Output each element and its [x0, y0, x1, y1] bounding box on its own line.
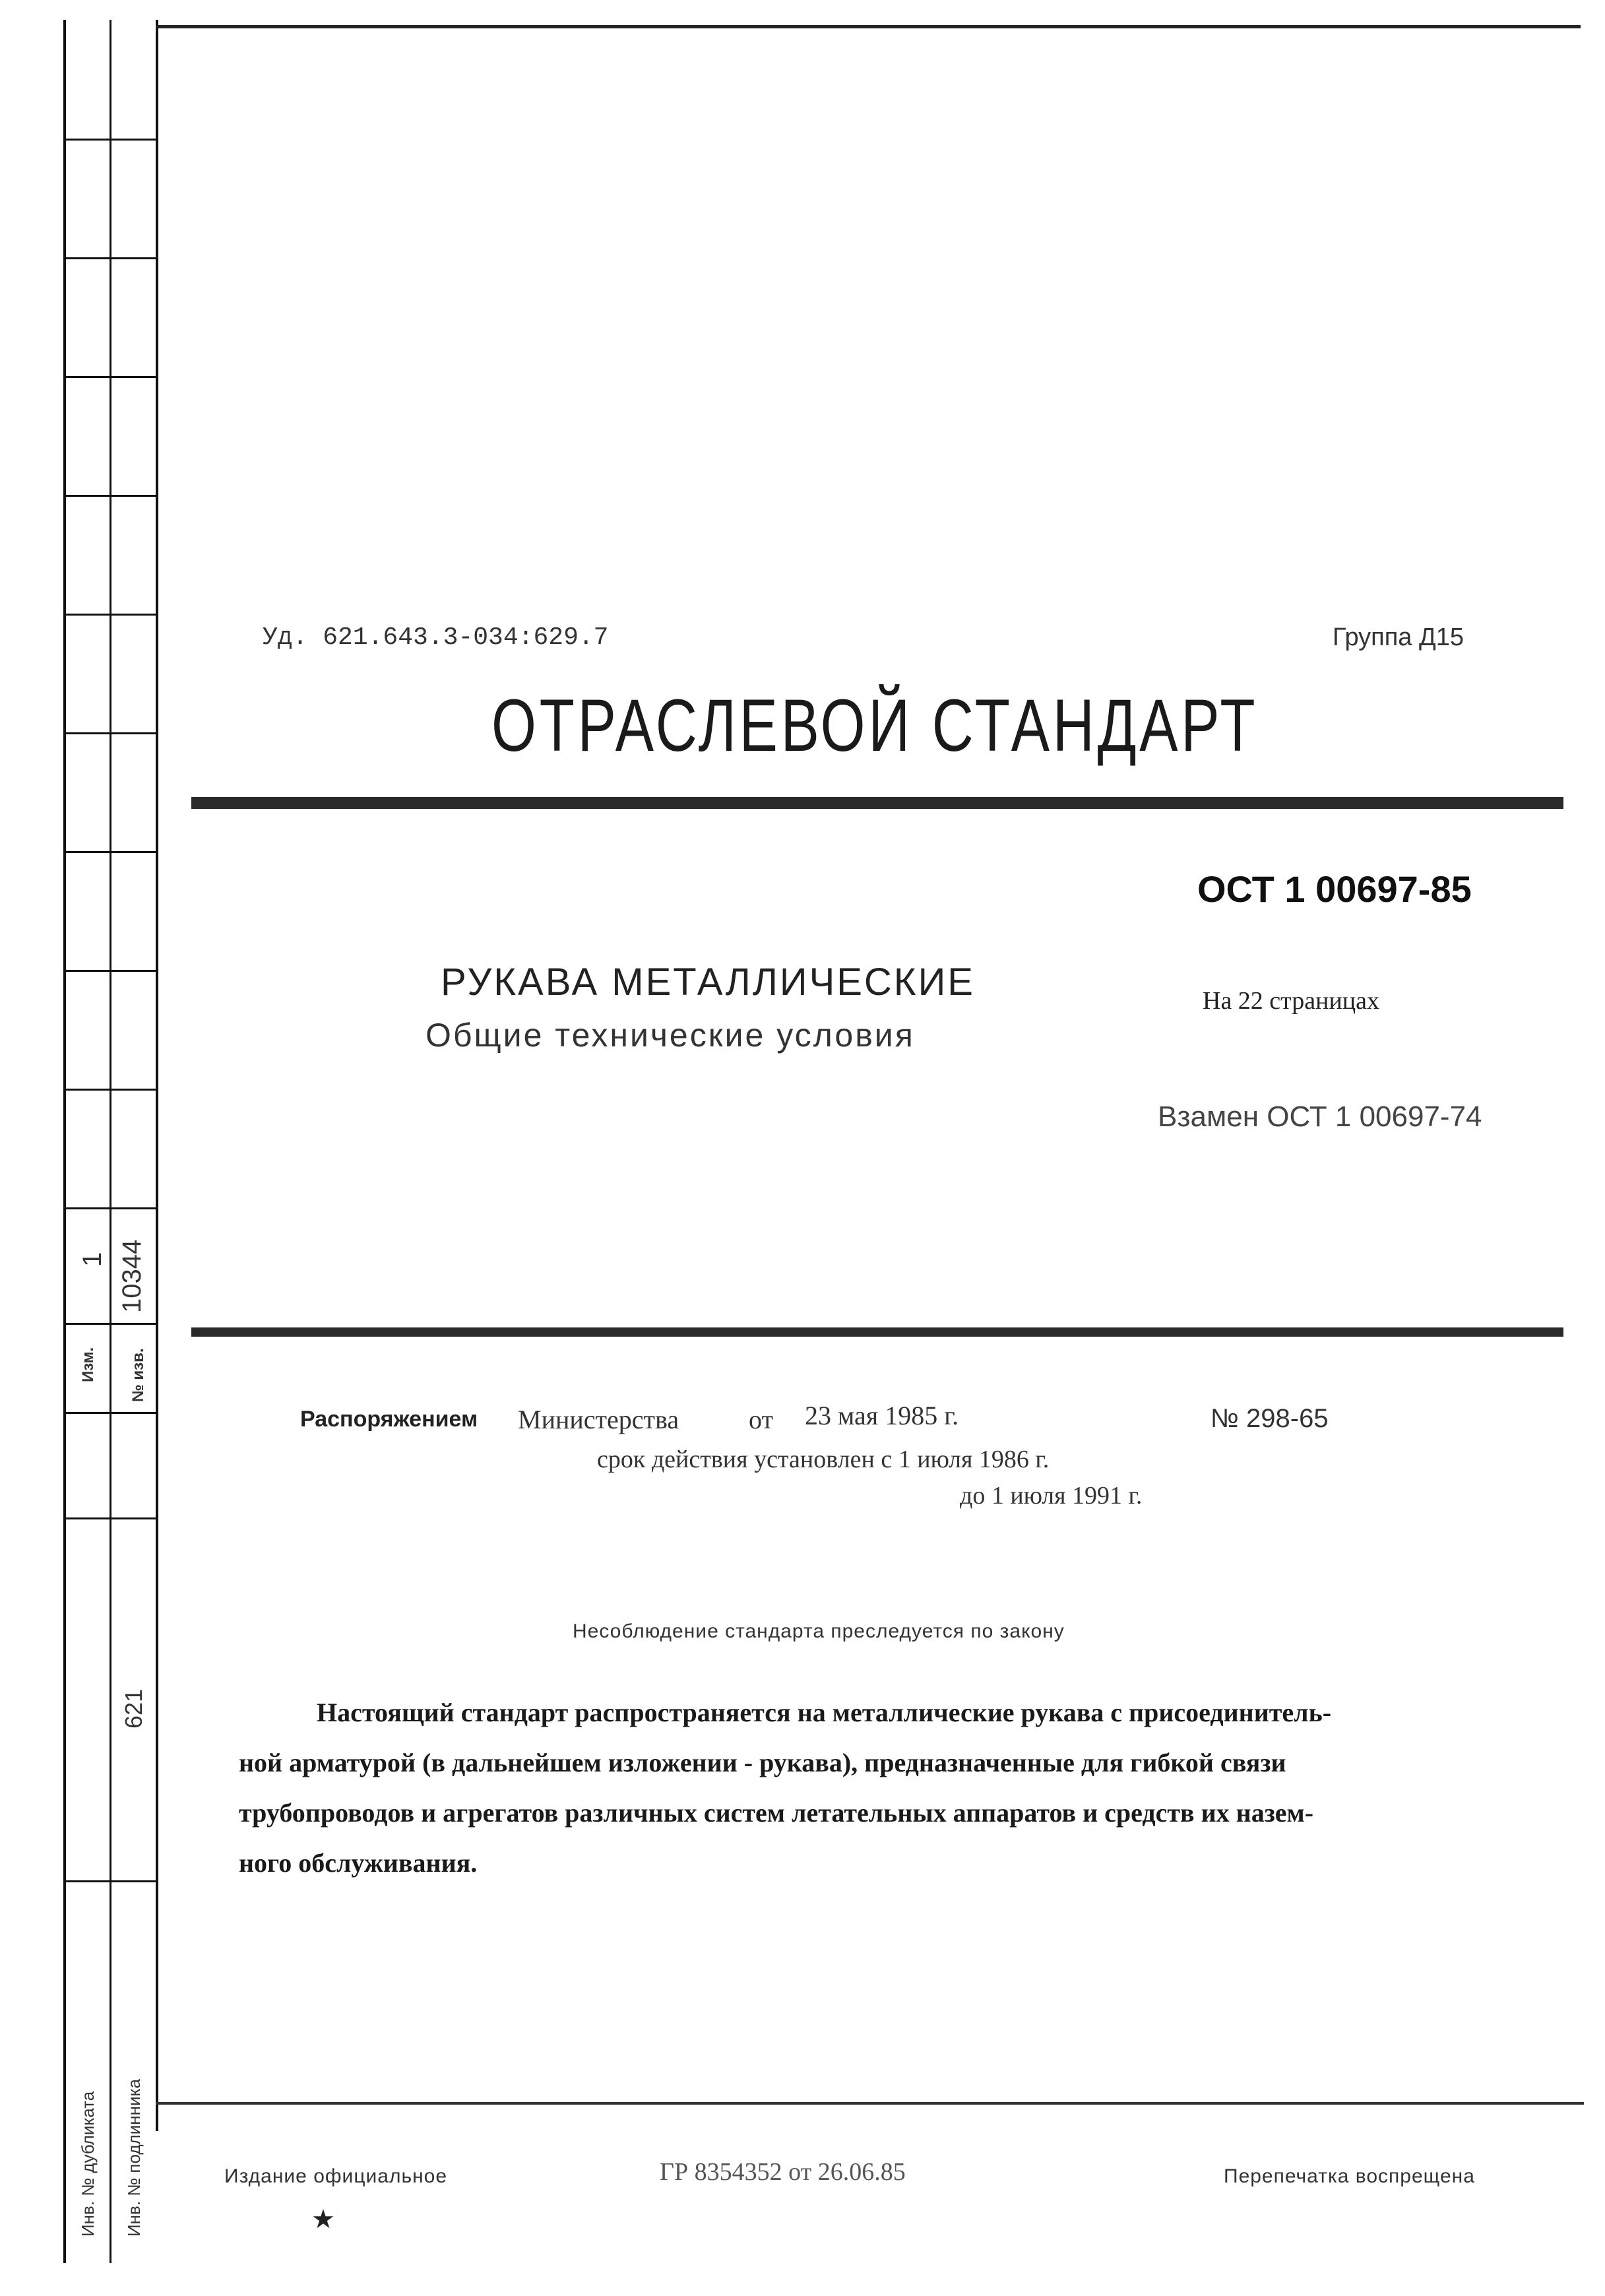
approval-from-label: от — [749, 1405, 773, 1434]
strip-inner-line — [156, 20, 158, 2131]
strip-tick — [63, 376, 158, 378]
orig-label: Инв. № подлинника — [124, 2079, 144, 2237]
middle-heavy-rule — [191, 1327, 1563, 1337]
top-border — [156, 25, 1581, 28]
page-count: На 22 страницах — [1203, 987, 1379, 1015]
star-icon: ★ — [311, 2204, 335, 2234]
udk-code: Уд. 621.643.3-034:629.7 — [263, 623, 609, 652]
strip-tick — [63, 851, 158, 853]
strip-tick — [63, 614, 158, 616]
replaces-standard: Взамен ОСТ 1 00697-74 — [1158, 1100, 1482, 1133]
strip-tick — [63, 257, 158, 259]
standard-kind-heading: ОТРАСЛЕВОЙ СТАНДАРТ — [491, 684, 1259, 767]
inv-value: 621 — [120, 1688, 147, 1729]
strip-tick — [63, 970, 158, 972]
dup-label: Инв. № дубликата — [78, 2091, 98, 2237]
registration-number: ГР 8354352 от 26.06.85 — [660, 2158, 906, 2186]
no-label: № изв. — [129, 1348, 147, 1402]
strip-outer-line — [63, 20, 66, 2263]
footer-rule — [156, 2102, 1584, 2105]
document-title: РУКАВА МЕТАЛЛИЧЕСКИЕ — [441, 961, 975, 1004]
validity-to: до 1 июля 1991 г. — [960, 1482, 1143, 1510]
strip-mid-line — [110, 20, 111, 2263]
standard-designation: ОСТ 1 00697-85 — [1197, 868, 1472, 910]
strip-tick — [63, 1412, 158, 1414]
body-line-4: ного обслуживания. — [239, 1848, 478, 1878]
strip-tick — [63, 139, 158, 141]
change-value: 1 — [78, 1252, 107, 1267]
top-heavy-rule — [191, 797, 1563, 809]
legal-notice: Несоблюдение стандарта преследуется по закону — [573, 1620, 1065, 1642]
body-line-3: трубопроводов и агрегатов различных систем летательных аппаратов и средств их назем- — [239, 1798, 1314, 1828]
strip-tick — [63, 1207, 158, 1209]
approval-date: 23 мая 1985 г. — [805, 1401, 959, 1430]
strip-tick — [63, 1323, 158, 1325]
approval-by-label: Распоряжением — [300, 1407, 478, 1432]
approval-number: № 298-65 — [1211, 1404, 1329, 1433]
body-line-1: Настоящий стандарт распространяется на металлические рукава с присоединитель- — [317, 1698, 1332, 1727]
reprint-notice: Перепечатка воспрещена — [1224, 2165, 1475, 2187]
document-subtitle: Общие технические условия — [425, 1017, 915, 1054]
validity-from: срок действия установлен с 1 июля 1986 г. — [597, 1446, 1050, 1473]
group-code: Группа Д15 — [1333, 623, 1464, 651]
strip-tick — [63, 495, 158, 497]
strip-tick — [63, 1089, 158, 1091]
edition-label: Издание официальное — [224, 2165, 448, 2187]
change-label: Изм. — [79, 1347, 97, 1382]
body-line-2: ной арматурой (в дальнейшем изложении - рукава), предназначенные для гибкой связи — [239, 1748, 1286, 1777]
doc-number: 10344 — [117, 1239, 146, 1313]
strip-tick — [63, 1517, 158, 1519]
strip-tick — [63, 732, 158, 734]
approval-ministry: Министерства — [518, 1405, 679, 1434]
strip-tick — [63, 1880, 158, 1882]
